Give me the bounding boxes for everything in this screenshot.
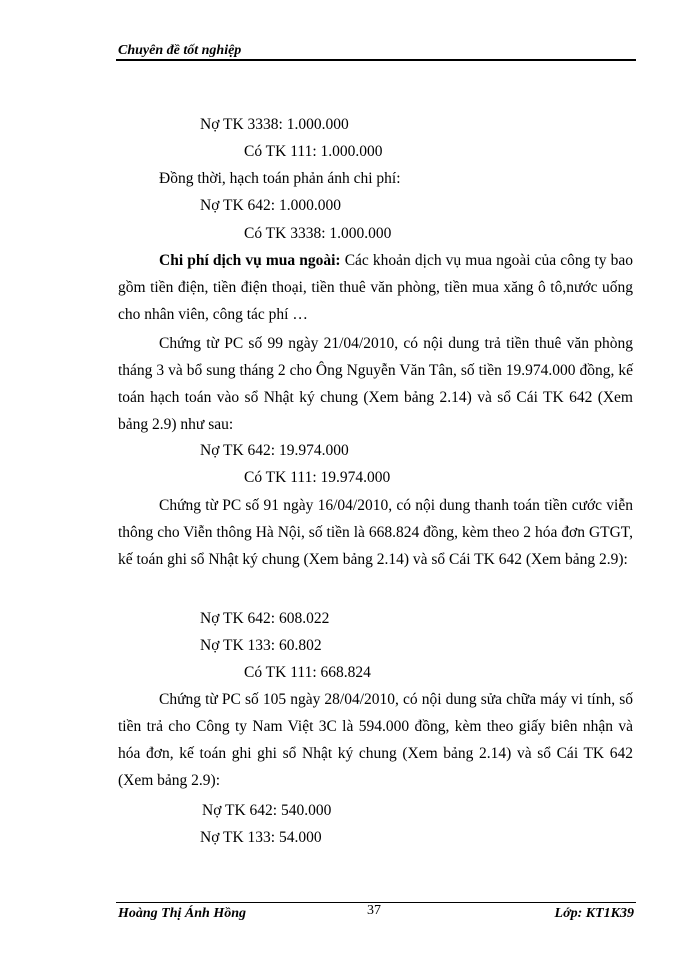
- journal-entry: Nợ TK 642: 608.022: [200, 610, 330, 627]
- journal-entry: Nợ TK 133: 60.802: [200, 637, 322, 654]
- journal-entry: Nợ TK 642: 1.000.000: [200, 197, 341, 214]
- text-line: Đồng thời, hạch toán phản ánh chi phí:: [159, 170, 401, 187]
- journal-entry: Nợ TK 642: 540.000: [202, 802, 332, 819]
- paragraph-heading: Chi phí dịch vụ mua ngoài:: [159, 252, 341, 269]
- paragraph-outsourced-services: [118, 247, 633, 328]
- paragraph-voucher-105: Chứng từ PC số 105 ngày 28/04/2010, có nội dung sửa chữa máy vi tính, số tiền trả cho Công ty Nam Việt 3C là 594.000 đồng, kèm theo giấy biên nhận và hóa đơn, kế toán ghi ghi sổ Nhật ký chung (Xem bảng 2.14) và sổ Cái TK 642 (Xem bảng 2.9):: [118, 691, 633, 789]
- paragraph-text: Các khoản dịch vụ mua ngoài của công ty bao gồm tiền điện, tiền điện thoại, tiền thuê văn phòng, tiền mua xăng ô tô,nước uống cho nhân viên, công tác phí …: [118, 252, 633, 323]
- journal-entry: Nợ TK 133: 54.000: [200, 829, 322, 846]
- journal-entry: Có TK 3338: 1.000.000: [244, 225, 392, 242]
- header-divider: [116, 59, 636, 61]
- journal-entry: Có TK 111: 19.974.000: [244, 469, 391, 486]
- paragraph-voucher-91: Chứng từ PC số 91 ngày 16/04/2010, có nội dung thanh toán tiền cước viễn thông cho Viễn thông Hà Nội, số tiền là 668.824 đồng, kèm theo 2 hóa đơn GTGT, kế toán ghi sổ Nhật ký chung (Xem bảng 2.14) và sổ Cái TK 642 (Xem bảng 2.9):: [118, 497, 633, 568]
- paragraph-voucher-99: Chứng từ PC số 99 ngày 21/04/2010, có nội dung trả tiền thuê văn phòng tháng 3 và bổ sung tháng 2 cho Ông Nguyễn Văn Tân, số tiền 19.974.000 đồng, kế toán hạch toán vào sổ Nhật ký chung (Xem bảng 2.14) và sổ Cái TK 642 (Xem bảng 2.9) như sau:: [118, 335, 633, 433]
- header-title: Chuyên đề tốt nghiệp: [118, 43, 242, 58]
- journal-entry: Có TK 111: 668.824: [244, 664, 371, 681]
- footer-class: Lớp: KT1K39: [554, 906, 634, 921]
- journal-entry: Có TK 111: 1.000.000: [244, 143, 383, 160]
- journal-entry: Nợ TK 642: 19.974.000: [200, 442, 349, 459]
- page-number: 37: [367, 903, 381, 918]
- footer-author: Hoàng Thị Ánh Hồng: [118, 906, 246, 921]
- journal-entry: Nợ TK 3338: 1.000.000: [200, 116, 349, 133]
